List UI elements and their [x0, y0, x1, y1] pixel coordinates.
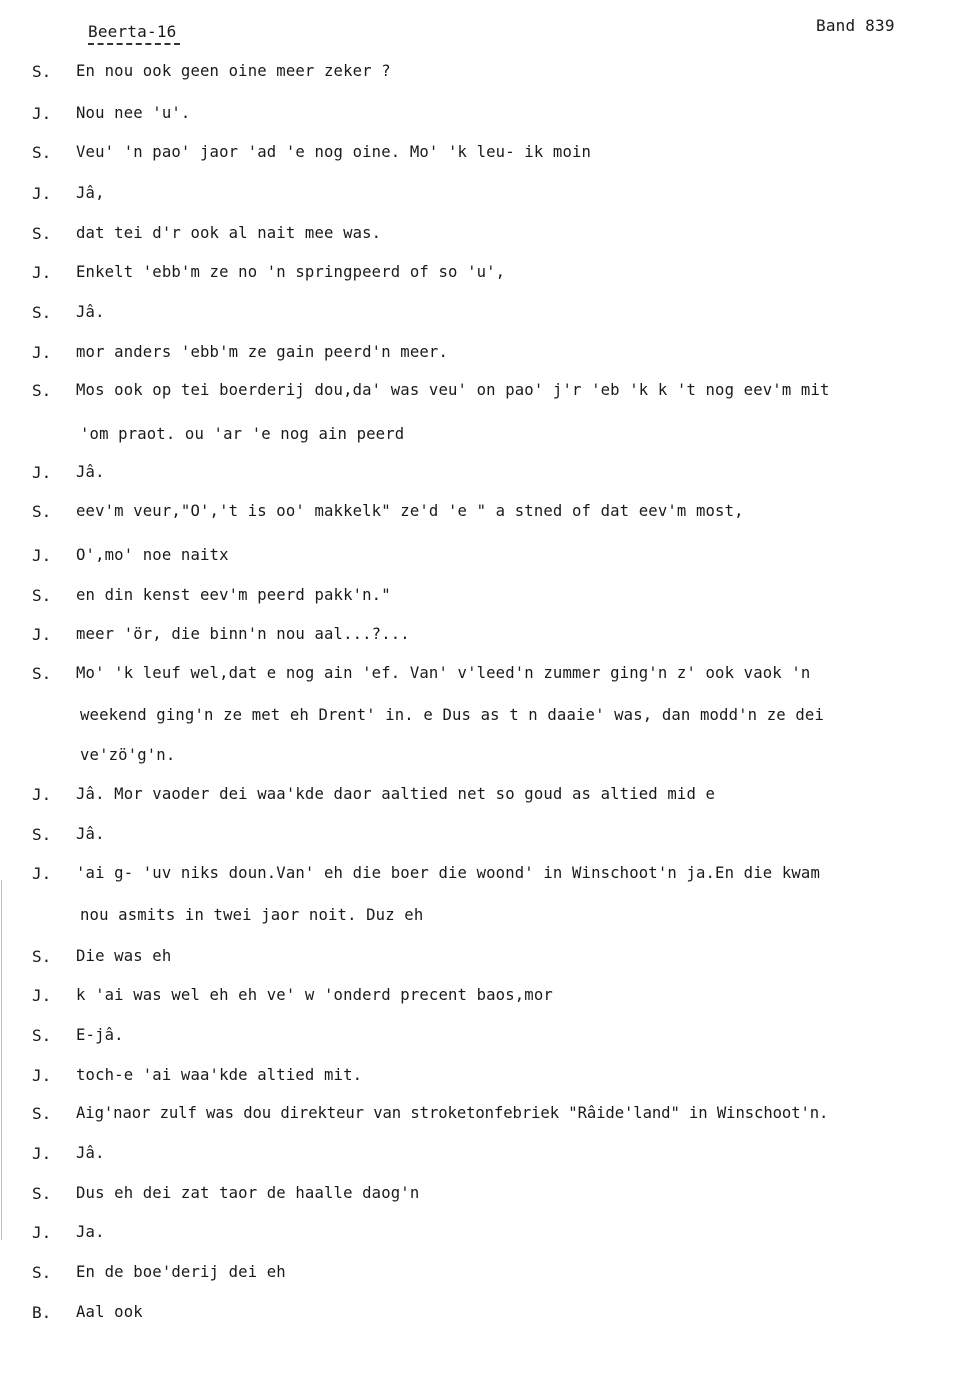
- line-text: weekend ging'n ze met eh Drent' in. e Dus as t n daaie' was, dan modd'n ze dei: [80, 706, 824, 724]
- speaker-label: S.: [32, 303, 52, 322]
- line-text: Jâ,: [76, 184, 105, 202]
- speaker-label: S.: [32, 224, 52, 243]
- speaker-label: J.: [32, 785, 52, 804]
- line-text: Jâ.: [76, 463, 105, 481]
- line-text: O',mo' noe naitx: [76, 546, 229, 564]
- speaker-label: J.: [32, 986, 52, 1005]
- margin-rule: [1, 880, 2, 1240]
- speaker-label: S.: [32, 381, 52, 400]
- speaker-label: S.: [32, 1026, 52, 1045]
- line-text: Enkelt 'ebb'm ze no 'n springpeerd of so 'u',: [76, 263, 506, 281]
- speaker-label: J.: [32, 263, 52, 282]
- speaker-label: S.: [32, 825, 52, 844]
- line-text: mor anders 'ebb'm ze gain peerd'n meer.: [76, 343, 448, 361]
- line-text: toch-e 'ai waa'kde altied mit.: [76, 1066, 363, 1084]
- line-text: Jâ.: [76, 825, 105, 843]
- speaker-label: J.: [32, 1066, 52, 1085]
- speaker-label: J.: [32, 864, 52, 883]
- line-text: Jâ.: [76, 1144, 105, 1162]
- page-identifier-underline: [88, 43, 180, 45]
- speaker-label: J.: [32, 1144, 52, 1163]
- speaker-label: S.: [32, 62, 52, 81]
- speaker-label: J.: [32, 184, 52, 203]
- speaker-label: S.: [32, 1104, 52, 1123]
- speaker-label: S.: [32, 502, 52, 521]
- line-text: Aal ook: [76, 1303, 143, 1321]
- line-text: k 'ai was wel eh eh ve' w 'onderd precent baos,mor: [76, 986, 553, 1004]
- speaker-label: J.: [32, 463, 52, 482]
- line-text: Nou nee 'u'.: [76, 104, 191, 122]
- line-text: Ja.: [76, 1223, 105, 1241]
- line-text: ve'zö'g'n.: [80, 746, 176, 764]
- line-text: eev'm veur,"O','t is oo' makkelk" ze'd 'e " a stned of dat eev'm most,: [76, 502, 744, 520]
- speaker-label: S.: [32, 1263, 52, 1282]
- speaker-label: S.: [32, 143, 52, 162]
- line-text: En de boe'derij dei eh: [76, 1263, 286, 1281]
- speaker-label: S.: [32, 586, 52, 605]
- line-text: 'om praot. ou 'ar 'e nog ain peerd: [80, 425, 405, 443]
- line-text: Jâ. Mor vaoder dei waa'kde daor aaltied net so goud as altied mid e: [76, 785, 716, 803]
- line-text: E-jâ.: [76, 1026, 124, 1044]
- speaker-label: J.: [32, 343, 52, 362]
- speaker-label: B.: [32, 1303, 52, 1322]
- speaker-label: S.: [32, 1184, 52, 1203]
- speaker-label: J.: [32, 1223, 52, 1242]
- line-text: dat tei d'r ook al nait mee was.: [76, 224, 382, 242]
- speaker-label: J.: [32, 625, 52, 644]
- line-text: Mos ook op tei boerderij dou,da' was veu' on pao' j'r 'eb 'k k 't nog eev'm mit: [76, 381, 830, 399]
- line-text: nou asmits in twei jaor noit. Duz eh: [80, 906, 424, 924]
- line-text: Jâ.: [76, 303, 105, 321]
- line-text: Die was eh: [76, 947, 172, 965]
- band-number: Band 839: [816, 16, 895, 35]
- line-text: Veu' 'n pao' jaor 'ad 'e nog oine. Mo' 'k leu- ik moin: [76, 143, 592, 161]
- page-identifier: Beerta-16: [88, 22, 177, 41]
- speaker-label: S.: [32, 947, 52, 966]
- line-text: Dus eh dei zat taor de haalle daog'n: [76, 1184, 420, 1202]
- speaker-label: S.: [32, 664, 52, 683]
- line-text: Mo' 'k leuf wel,dat e nog ain 'ef. Van' v'leed'n zummer ging'n z' ook vaok 'n: [76, 664, 811, 682]
- line-text: En nou ook geen oine meer zeker ?: [76, 62, 391, 80]
- line-text: Aig'naor zulf was dou direkteur van stroketonfebriek "Râide'land" in Winschoot'n.: [76, 1104, 829, 1122]
- speaker-label: J.: [32, 546, 52, 565]
- line-text: en din kenst eev'm peerd pakk'n.": [76, 586, 391, 604]
- speaker-label: J.: [32, 104, 52, 123]
- line-text: 'ai g- 'uv niks doun.Van' eh die boer die woond' in Winschoot'n ja.En die kwam: [76, 864, 820, 882]
- line-text: meer 'ör, die binn'n nou aal...?...: [76, 625, 410, 643]
